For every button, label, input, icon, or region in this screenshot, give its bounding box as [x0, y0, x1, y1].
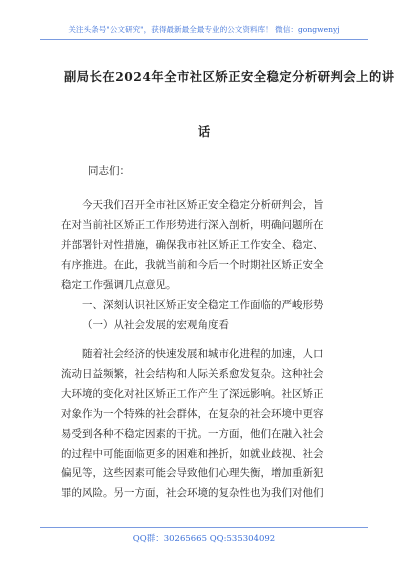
paragraph-line: 对象作为一个特殊的社会群体，在复杂的社会环境中更容	[61, 407, 324, 420]
salutation	[0, 162, 408, 182]
paragraph-line: 稳定工作强调几点意见。	[61, 278, 177, 291]
paragraph-line: 在对当前社区矫正工作形势进行深入剖析，明确问题所在	[61, 218, 324, 231]
section-heading-1	[0, 296, 408, 316]
paragraph-2	[0, 345, 408, 504]
footer-rule	[40, 527, 368, 528]
header-banner: 关注头条号"公文研究"，获得最新最全最专业的公文资料库！ 微信：gongwenyj	[68, 25, 340, 34]
paragraph-line: 今天我们召开全市社区矫正安全稳定分析研判会，旨	[82, 199, 324, 211]
salutation-text: 同志们：	[88, 165, 130, 177]
paragraph-line: 有序推进。在此，我就当前和今后一个时期社区矫正安全	[61, 258, 324, 271]
document-title-line-2: 话	[197, 124, 211, 139]
paragraph-line: 罪的风险。另一方面，社会环境的复杂性也为我们对他们	[61, 487, 324, 500]
paragraph-line: 随着社会经济的快速发展和城市化进程的加速，人口	[82, 348, 324, 360]
footer-qq-contact: QQ群：30265665 QQ:535304092	[132, 534, 276, 544]
header-rule	[40, 39, 368, 40]
section-heading-2-text: （一）从社会发展的宏观角度看	[82, 319, 229, 331]
document-title-line-1: 副局长在2024年全市社区矫正安全稳定分析研判会上的讲	[64, 69, 395, 84]
paragraph-line: 偏见等，这些因素可能会导致他们心理失衡，增加重新犯	[61, 467, 324, 480]
paragraph-line: 的过程中可能面临更多的困难和挫折，如就业歧视、社会	[61, 447, 324, 460]
paragraph-1	[0, 196, 408, 296]
paragraph-line: 易受到各种不稳定因素的干扰。一方面，他们在融入社会	[61, 427, 324, 440]
paragraph-line: 流动日益频繁，社会结构和人际关系愈发复杂。这种社会	[61, 367, 324, 380]
section-heading-1-text: 一、深刻认识社区矫正安全稳定工作面临的严峻形势	[82, 299, 324, 311]
paragraph-line: 大环境的变化对社区矫正工作产生了深远影响。社区矫正	[61, 387, 324, 400]
paragraph-line: 并部署针对性措施，确保我市社区矫正工作安全、稳定、	[61, 238, 324, 251]
section-heading-2	[0, 316, 408, 336]
